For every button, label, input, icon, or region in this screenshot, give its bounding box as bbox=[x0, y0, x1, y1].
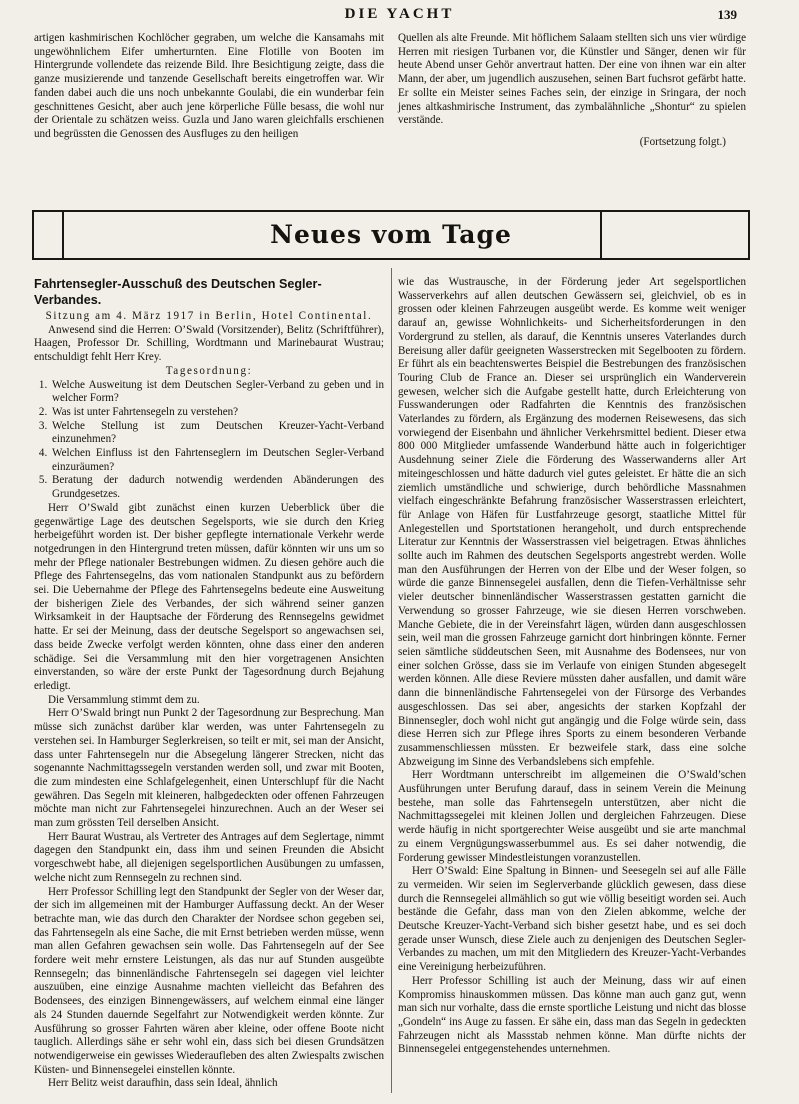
agenda-item: 5. Beratung der dadurch notwendig werdenden Abänderungen des Grundgesetzes. bbox=[50, 474, 384, 501]
paragraph: Herr Wordtmann unterschreibt im allgemeinen die O’Swald’schen Ausführungen unter Berufung darauf, dass in seinem Verein die Meinung bestehe, man solle das Fahrtensegeln unterstützen, aber nicht die Nachmittagssegelei mit kleinen Jollen und dergleichen Fahrzeugen. Diese werde häufig in nicht sportgerechter Weise ausgeübt und sie arte manchmal zu einem Vergnügungswasserbummel aus. Es sei daher notwendig, die Forderung gewisser Mindestleistungen voranzustellen. bbox=[398, 769, 746, 864]
continuation-note: (Fortsetzung folgt.) bbox=[639, 135, 726, 148]
paragraph: Herr O’Swald: Eine Spaltung in Binnen- und Seesegeln sei auf alle Fälle zu vermeiden. Wir seien im Seglerverbande glücklich gewesen, dass diese durch die Rennsegelei allmählich so gut wie völlig beseitigt worden sei. Auch bestände die Gefahr, dass man von den Zielen abkomme, welche der Deutsche Kreuzer-Yacht-Verband sich bisher gesetzt habe, und es sei doch gerade unser Wunsch, diese Ziele auch zu denjenigen des Deutschen Segler-Verbandes zu machen, um mit den Mitgliedern des Kreuzer-Yacht-Verbandes eine Vereinigung herbeizuführen. bbox=[398, 865, 746, 974]
page-number: 139 bbox=[717, 7, 737, 22]
paragraph: wie das Wustrausche, in der Förderung jeder Art segelsportlichen Wasserverkehrs auf allen deutschen Gewässern sei, gleichviel, ob es in grossen oder kleinen Fahrzeugen ausgeübt werde. Es komme weit weniger darauf an, gewisse Wohnlichkeits- und Sicherheitsforderungen in den Vordergrund zu stellen, als darauf, die Kenntnis unseres Vaterlandes durch Bereisung aller dafür geeigneten Wasserstrecken mit Segelbooten zu fördern. Er führt als ein beachtenswertes Beispiel die Bestrebungen des französischen Touring Club de France an. Dieser sei ursprünglich ein Wanderverein gewesen, welcher sich die Aufgabe gestellt hatte, durch Erleichterung von Fusswanderungen oder Radfahrten die Kenntnis des französischen Vaterlandes zu fördern, als Ergänzung des modernen Reisewesens, das sich vorwiegend der Eisenbahn und ähnlicher Verkehrsmittel bedient. Dieser etwa 800 000 Mitglieder umfassende Wanderbund hätte auch in folgerichtiger Ausdehnung seiner Ziele die Förderung des Wasserwanderns aller Art miteingeschlossen und hätte dadurch viel gutes geleistet. Er hätte die an sich ziemlich umständliche und schwierige, durch behördliche Massnahmen vielfach eingeschränkte Befahrung französischer Wasserstrassen erleichtert, für Anlage von Häfen für Lustfahrzeuge gesorgt, staatliche Mittel für Anlegestellen und Sportstationen herangeholt, und durch entsprechende Literatur zur Kenntnis der Wasserstrassen viel beigetragen. Etwas ähnliches sollte auch im Rahmen des deutschen Segelsports angestrebt werden. Wolle man den Ausführungen der Herren von der Elbe und der Weser folgen, so würde die ganze Binnensegelei ausfallen, denn die Tiefen-Verhältnisse sehr vieler deutscher binnenländischer Wasserstrassen gestatten garnicht die Verwendung so grosser Fahrzeuge, wie sie diesen Herren vorschweben. Manche Gebiete, die in der Vereinsfahrt lägen, würden dann ausgeschlossen sein, weil man die grossen Fahrzeuge garnicht dort hinbringen könnte. Ferner seien sämtliche süddeutschen Seen, mit Ausnahme des Bodensees, nur von einer solchen Grösse, dass sie im Verlaufe von einigen Stunden abgesegelt werden können. Alle diese Reviere müssten daher ausfallen, und damit wäre dann die binnenländische Fahrtensegelei von der Fürsorge des Verbandes ausgeschlossen. Das sei aber, angesichts der starken Kopfzahl der Binnensegler, doch wohl nicht gut angängig und die Folge würde sein, dass diese Herren sich zur Pflege ihres Sports zu einem besonderen Verbande zusammenschliessen müssten. Er bezweifele stark, dass eine solche Abzweigung im Sinne des Verbandslebens sich empfehle. bbox=[398, 276, 746, 768]
paragraph: Herr O’Swald gibt zunächst einen kurzen Ueberblick über die gegenwärtige Lage des deutschen Segelsports, wie sie durch den Krieg herbeigeführt worden ist. Der bisher gepflegte internationale Verkehr werde notgedrungen in den Hintergrund treten müssen, dafür könnten wir uns um so mehr der Pflege nationaler Bestrebungen widmen. Zu diesen gehöre auch die Pflege des Fahrtensegelns, das vom nationalen Standpunkt aus zu befördern sei. Die Uebernahme der Pflege des Fahrtensegelns bedeute eine Ausweitung der bisherigen Ziele des Verbandes, der sich während seiner ganzen Wirksamkeit in der Hauptsache der Förderung des Rennsegelns gewidmet hatte. Er sei der Meinung, dass der deutsche Segelsport so angewachsen sei, dass beide Zwecke verfolgt werden könnten, ohne dass einer den anderen schädige. Sei die Versammlung mit den hier vorgetragenen Ansichten einverstanden, so wäre der erste Punkt der Tagesordnung durch Bejahung erledigt. bbox=[34, 501, 384, 692]
paragraph: Herr Belitz weist daraufhin, dass sein Ideal, ähnlich bbox=[48, 1077, 278, 1090]
paragraph: Herr O’Swald bringt nun Punkt 2 der Tagesordnung zur Besprechung. Man müsse sich zunächst darüber klar werden, was unter Fahrtensegeln zu verstehen sei. In Hamburger Seglerkreisen, so teilt er mit, sei man der Ansicht, dass unter Fahrtensegeln nur die Absegelung längerer Strecken, nicht das sogenannte Nachmittagssegeln verstanden werden soll, und zwar mit Booten, die zum mindesten eine Schlafgelegenheit, einen Unterschlupf für die Nacht gewähren. Das Segeln mit kleineren, halbgedeckten oder offenen Fahrzeugen möchte man nicht zur Fahrtensegelei hinzurechnen. Auch an der Weser sei man zum grössten Teil derselben Ansicht. bbox=[34, 707, 384, 830]
paragraph: Herr Baurat Wustrau, als Vertreter des Antrages auf dem Seglertage, nimmt dagegen den Standpunkt ein, dass ihm und seinen Freunden die Absicht vorgeschwebt habe, all diejenigen segelsportlichen Ausübungen zu umfassen, welche nicht zum Rennsegeln zu rechnen sind. bbox=[34, 830, 384, 884]
banner-title: Neues vom Tage bbox=[270, 220, 512, 249]
agenda-item: 2. Was ist unter Fahrtensegeln zu verstehen? bbox=[50, 406, 384, 420]
agenda-item: 3. Welche Stellung ist zum Deutschen Kreuzer-Yacht-Verband einzunehmen? bbox=[50, 420, 384, 447]
paragraph: Herr Professor Schilling ist auch der Meinung, dass wir auf einen Kompromiss hinauskommen müssen. Das könne man auch ganz gut, wenn man sich nur vorhalte, dass die ernste sportliche Leistung und nicht das blosse „Gondeln“ ins Auge zu fassen. Er sähe ein, dass man das Segeln in gedeckten Fahrzeugen nicht als Massstab nehmen könne. Man dürfte nichts der Binnensegelei entgegenstehendes unternehmen. bbox=[398, 974, 746, 1056]
top-right-column bbox=[398, 32, 746, 150]
top-left-text: artigen kashmirischen Kochlöcher gegraben, um welche die Kansamahs mit ungewöhnlichem Eifer umherturnten. Eine Flotille von Booten im Hintergrunde vollendete das reizende Bild. Ihre Besichtigung zeigte, dass die ganze musizierende und tanzende Gesellschaft bereits eingetroffen war. Wir fanden dabei auch die uns noch unbekannte Goulabi, die ein wunderbar fein geschnittenes Gesicht, aber auch jene körperliche Fülle besass, die wohl nur der Orientale zu schätzen weiss. Guzla und Jano waren gleichfalls erschienen und begrüssten die Genossen des Ausfluges zu den heiligen bbox=[34, 32, 384, 140]
top-right-text: Quellen als alte Freunde. Mit höflichem Salaam stellten sich uns vier würdige Herren mit riesigen Turbanen vor, die Künstler und Sänger, denen wir für heute Abend unser Gehör anvertraut hatten. Der eine von ihnen war ein alter Mann, der aber, um jugendlich auszusehen, seinen Bart fuchsrot gefärbt hatte. Er sollte ein Meister seines Faches sein, der einzige in Sringara, der noch jenes altkashmirische Instrument, das zymbalähnliche „Shontur“ zu spielen verstände. bbox=[398, 32, 746, 127]
attendance: Anwesend sind die Herren: O’Swald (Vorsitzender), Belitz (Schriftführer), Haagen, Professor Dr. Schilling, Wordtmann und Marinebaurat Wustrau; entschuldigt fehlt Herr Krey. bbox=[34, 323, 384, 364]
paragraph: Die Versammlung stimmt dem zu. bbox=[48, 693, 200, 706]
top-left-column bbox=[34, 32, 384, 142]
agenda-item: 4. Welchen Einfluss ist den Fahrtenseglern im Deutschen Segler-Verband einzuräumen? bbox=[50, 447, 384, 474]
agenda-item: 1. Welche Ausweitung ist dem Deutschen Segler-Verband zu geben und in welcher Form? bbox=[50, 379, 384, 406]
column-divider bbox=[391, 268, 392, 1093]
article-heading: Fahrtensegler-Ausschuß des Deutschen Segler-Verbandes. bbox=[34, 277, 322, 307]
session-line: Sitzung am 4. März 1917 in Berlin, Hotel Continental. bbox=[45, 310, 373, 322]
paragraph: Herr Professor Schilling legt den Standpunkt der Segler von der Weser dar, der sich im allgemeinen mit der Hamburger Auffassung deckt. An der Weser betrachte man, wie das durch den Charakter der Nordsee schon gegeben sei, das Fahrtensegeln als eine Sache, die mit Ernst betrieben werden müsse, wenn man allen Gefahren gewachsen sein wolle. Das Fahrtensegeln auf der See fordere weit mehr ernstere Leistungen, als das nur auf Stunden ausgeübte Rennsegeln; das binnenländische Fahrtensegeln sei dagegen viel leichter auszuüben, eine einzige Ausnahme machten vielleicht das Befahren des Bodensees, des einzigen Binnengewässers, auf welchem einmal eine länger als 24 Stunden dauernde Segelfahrt zur Notwendigkeit werden könnte. Zur Ausführung so grosser Fahrten wären aber kleine, oder offene Boote nicht tauglich. Allerdings sähe er sehr wohl ein, dass sich bei diesen Grundsätzen notwendigerweise ein gewisses Wiederaufleben des alten Zwiespalts zwischen Küsten- und Binnensegelei einstellen könnte. bbox=[34, 885, 384, 1076]
article-left-column bbox=[34, 276, 384, 1091]
section-banner bbox=[32, 210, 750, 260]
agenda-list bbox=[34, 379, 384, 502]
running-title: DIE YACHT bbox=[344, 6, 455, 22]
article-right-column bbox=[398, 276, 746, 1057]
agenda-title: Tagesordnung: bbox=[165, 364, 253, 377]
